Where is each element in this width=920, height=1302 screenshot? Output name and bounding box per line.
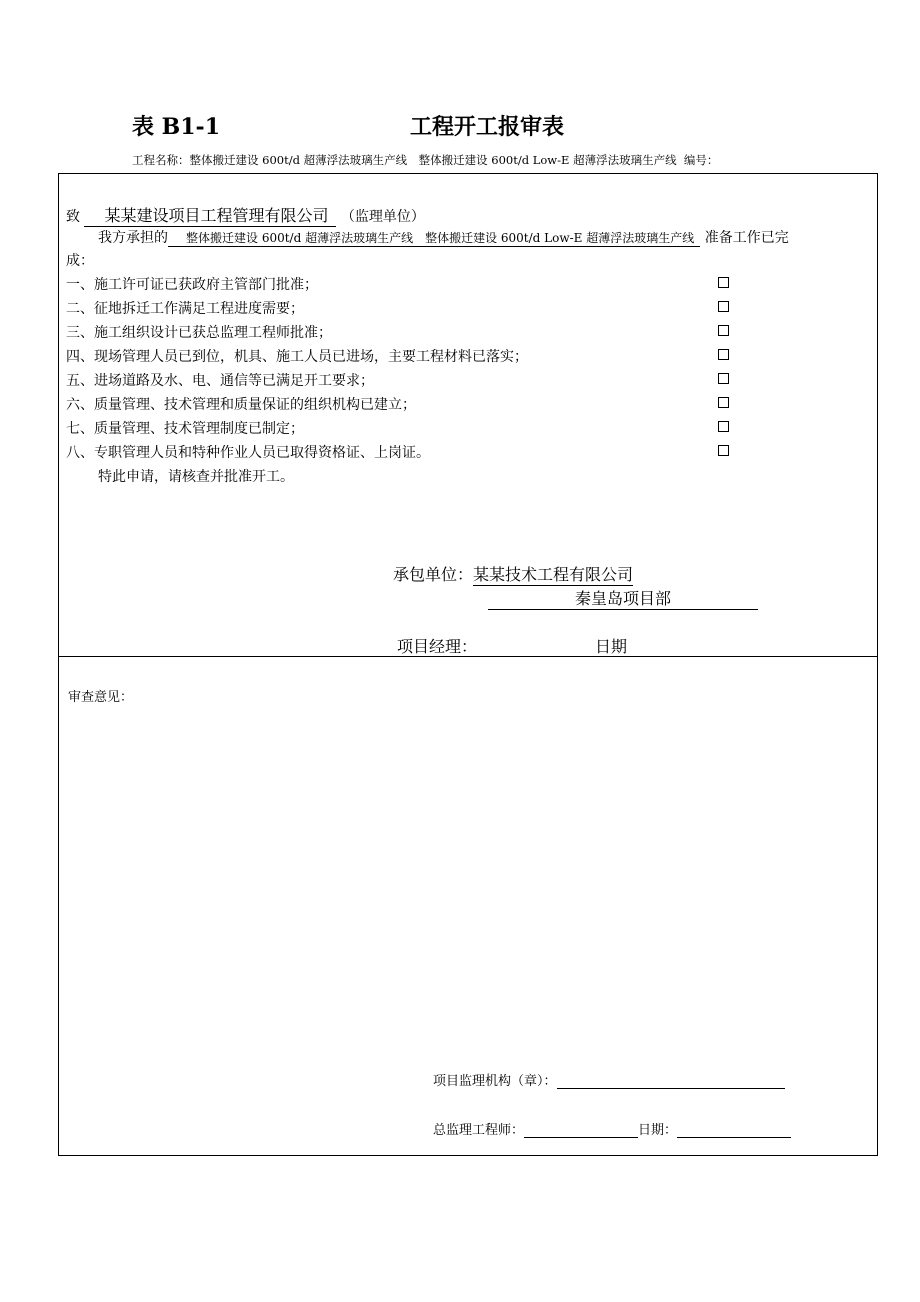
supervisor-company[interactable]: 某某建设项目工程管理有限公司 [84, 203, 336, 227]
chief-date-label: 日期： [638, 1123, 678, 1138]
checklist-item-3: 三、施工组织设计已获总监理工程师批准； [66, 325, 332, 341]
project-name-label: 工程名称： [132, 153, 190, 167]
contractor-label: 承包单位： [393, 565, 474, 584]
contractor-line [393, 562, 633, 586]
addressee-prefix: 致 [66, 209, 80, 225]
checkbox-item-1[interactable] [718, 277, 729, 288]
checkbox-item-7[interactable] [718, 421, 729, 432]
checklist-item-7: 七、质量管理、技术管理制度已制定； [66, 421, 304, 437]
checkbox-item-6[interactable] [718, 397, 729, 408]
supervisor-suffix: （监理单位） [340, 209, 425, 225]
form-code: 表 B1-1 [132, 114, 221, 140]
checklist-item-5: 五、进场道路及水、电、通信等已满足开工要求； [66, 373, 374, 389]
agency-label: 项目监理机构（章）： [433, 1074, 557, 1089]
form-title: 工程开工报审表 [410, 114, 565, 140]
intro-end: 成： [66, 253, 94, 269]
intro-prefix: 我方承担的 [98, 230, 168, 246]
project-name-line [132, 152, 718, 168]
contractor-department[interactable]: 秦皇岛项目部 [488, 586, 758, 610]
closing-request: 特此申请，请核查并批准开工。 [98, 469, 294, 485]
intro-suffix: 准备工作已完 [704, 230, 789, 246]
agency-seal-line [433, 1070, 785, 1089]
form-frame [58, 173, 878, 1156]
manager-signature-field[interactable] [477, 642, 595, 657]
number-label: 编号： [683, 153, 719, 167]
checklist-item-8: 八、专职管理人员和特种作业人员已取得资格证、上岗证。 [66, 445, 430, 461]
checkbox-item-4[interactable] [718, 349, 729, 360]
checklist-item-4: 四、现场管理人员已到位，机具、施工人员已进场，主要工程材料已落实； [66, 349, 528, 365]
manager-sign-line [397, 634, 727, 657]
chief-signature-field[interactable] [524, 1123, 638, 1138]
manager-date-field[interactable] [627, 642, 727, 657]
checklist-item-2: 二、征地拆迁工作满足工程进度需要； [66, 301, 304, 317]
chief-date-field[interactable] [677, 1123, 791, 1138]
chief-engineer-line [433, 1119, 791, 1138]
checklist-item-1: 一、施工许可证已获政府主管部门批准； [66, 277, 318, 293]
chief-engineer-label: 总监理工程师： [433, 1123, 525, 1138]
review-opinion-label: 审查意见： [68, 690, 134, 705]
contractor-name[interactable]: 某某技术工程有限公司 [473, 562, 633, 586]
manager-label: 项目经理： [397, 637, 478, 656]
checkbox-item-2[interactable] [718, 301, 729, 312]
intro-line [98, 227, 789, 247]
agency-seal-field[interactable] [557, 1074, 785, 1089]
addressee-line [66, 203, 425, 227]
intro-project-name[interactable]: 整体搬迁建设 600t/d 超薄浮法玻璃生产线 整体搬迁建设 600t/d Low-E 超薄浮法玻璃生产线 [168, 229, 700, 247]
checkbox-item-8[interactable] [718, 445, 729, 456]
checkbox-item-3[interactable] [718, 325, 729, 336]
project-name-value: 整体搬迁建设 600t/d 超薄浮法玻璃生产线 整体搬迁建设 600t/d Low-E 超薄浮法玻璃生产线 [189, 153, 677, 167]
checklist-item-6: 六、质量管理、技术管理和质量保证的组织机构已建立； [66, 397, 416, 413]
manager-date-label: 日期 [595, 637, 628, 656]
checkbox-item-5[interactable] [718, 373, 729, 384]
